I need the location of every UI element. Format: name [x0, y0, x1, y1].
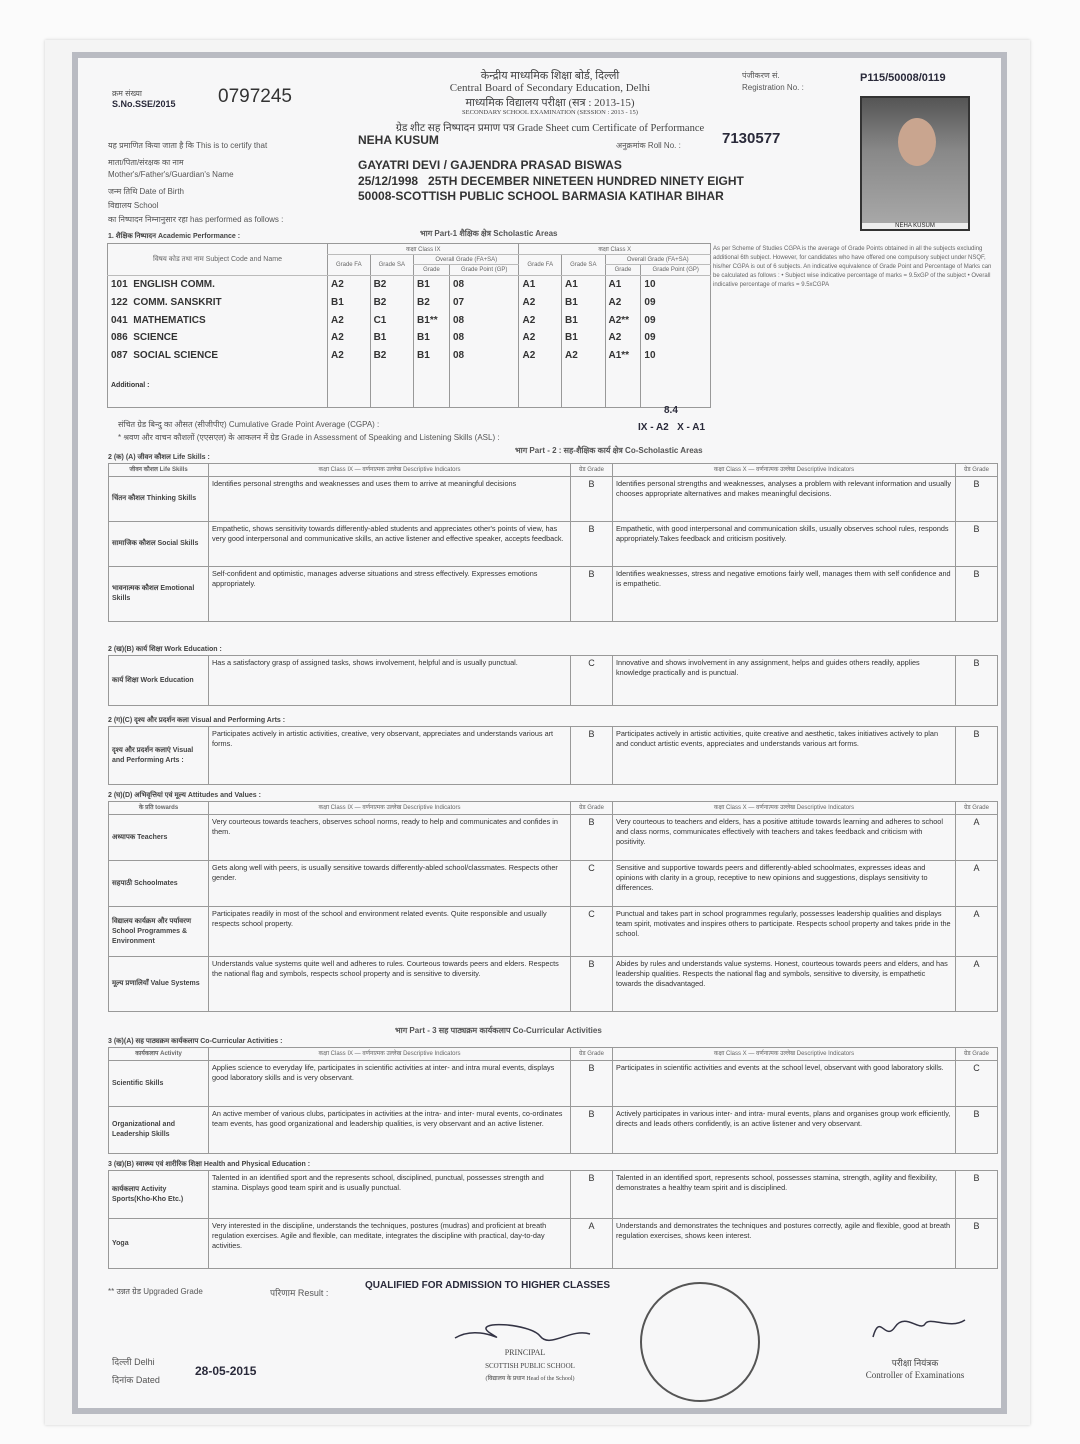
section-title: 3 (ख)(B) स्वास्थ्य एवं शारीरिक शिक्षा Health and Physical Education : [108, 1161, 311, 1168]
grade-header: ग्रेड Grade [956, 802, 998, 815]
cgpa-label: संचित ग्रेड बिन्दु का औसत (सीजीपीए) Cumulative Grade Point Average (CGPA) : [118, 420, 380, 429]
class10-grade: B [956, 567, 998, 622]
table-header-row [109, 464, 998, 477]
row-label: Organizational and Leadership Skills [109, 1107, 209, 1154]
table-row [109, 1219, 998, 1269]
grade-cell: A2 [328, 311, 371, 329]
certify-label: यह प्रमाणित किया जाता है कि This is to certify that [108, 141, 268, 150]
place-label: दिल्ली Delhi [112, 1357, 155, 1367]
section-title: 2 (क) (A) जीवन कौशल Life Skills : [108, 454, 210, 461]
table-row [109, 815, 998, 861]
co-scholastic-table [108, 726, 998, 785]
row-label: सहपाठी Schoolmates [109, 861, 209, 907]
sa-header: Grade SA [562, 254, 605, 275]
row-label: मूल्य प्रणालियाँ Value Systems [109, 957, 209, 1012]
co-scholastic-table [108, 463, 998, 622]
class9-grade: B [571, 1171, 613, 1219]
grade-cell: B1 [414, 276, 450, 294]
class10-descriptor: Actively participates in various inter- and intra- mural events, plans and organises group work efficiently, directs and leads others confidently, is an active listener and very observant. [613, 1107, 956, 1154]
class10-descriptor: Innovative and shows involvement in any assignment, helps and guides others readily, applies knowledge practically and is punctual. [613, 656, 956, 706]
class9-descriptor: Very interested in the discipline, understands the techniques, postures (mudras) and proficient at breath regulation exercises. Agile and flexible, can meditate, integrates the discipline with practical, day-to-day activities. [209, 1219, 571, 1269]
part3-heading: भाग Part - 3 सह पाठ्यक्रम कार्यकलाप Co-Curricular Activities [395, 1026, 602, 1035]
class9-descriptor: Self-confident and optimistic, manages adverse situations and stress effectively. Expresses emotions appropriately. [209, 567, 571, 622]
cgpa-value: 8.4 [664, 405, 678, 416]
grade-cell: B1 [562, 293, 605, 311]
certificate-title: ग्रेड शीट सह निष्पादन प्रमाण पत्र Grade Sheet cum Certificate of Performance [395, 123, 705, 134]
class10-descriptor: Identifies weaknesses, stress and negative emotions fairly well, manages them with self confidence and is empathetic. [613, 567, 956, 622]
grade-cell: B2 [370, 347, 413, 365]
grade-cell: B2 [414, 293, 450, 311]
upgraded-grade-note: ** उन्नत ग्रेड Upgraded Grade [108, 1287, 203, 1296]
table-row [109, 567, 998, 622]
performed-label: का निष्पादन निम्नानुसार रहा has performed as follows : [108, 215, 284, 224]
table-row [109, 1171, 998, 1219]
class9-descriptor-header: कक्षा Class IX — वर्णनात्मक उल्लेख Descriptive Indicators [209, 464, 571, 477]
grade-cell: 07 [449, 293, 519, 311]
dob-label: जन्म तिथि Date of Birth [108, 187, 184, 196]
overall-grade-header: Overall Grade (FA+SA) [605, 254, 711, 265]
class9-grade: B [571, 727, 613, 785]
class9-descriptor: An active member of various clubs, participates in activities at the intra- and inter- mural events, co-ordinates team events, has good organizational and leadership qualities, is very observant and an active listener. [209, 1107, 571, 1154]
part1-heading: भाग Part-1 शैक्षिक क्षेत्र Scholastic Areas [420, 229, 558, 238]
class9-descriptor: Identifies personal strengths and weaknesses and uses them to arrive at meaningful decisions [209, 477, 571, 522]
class10-descriptor: Participates in scientific activities and events at the school level, observant with good laboratory skills. [613, 1061, 956, 1107]
grade-cell: B1** [414, 311, 450, 329]
section-title: 2 (ग)(C) दृश्य और प्रदर्शन कला Visual and Performing Arts : [108, 717, 286, 724]
class10-descriptor: Very courteous to teachers and elders, has a positive attitude towards learning and adheres to school and class norms, communicates effectively with teachers and takes feedback and criticism with positivity. [613, 815, 956, 861]
grade-cell: A2 [605, 329, 641, 347]
asl-value: IX - A2 X - A1 [638, 422, 706, 433]
grade-cell: A1** [605, 347, 641, 365]
grade-header: Grade [605, 265, 641, 276]
co-scholastic-table [108, 801, 998, 1012]
class10-descriptor: Empathetic, with good interpersonal and communication skills, usually observes school rules, responds appropriately.Takes feedback and criticism positively. [613, 522, 956, 567]
class10-grade: B [956, 727, 998, 785]
subject-name: 101 ENGLISH COMM. [108, 276, 328, 294]
grade-cell: 09 [641, 293, 711, 311]
class10-grade: A [956, 907, 998, 957]
subject-row [108, 329, 711, 347]
grade-cell: A2 [519, 329, 562, 347]
date-of-birth: 25/12/1998 25TH DECEMBER NINETEEN HUNDRED NINETY EIGHT [358, 174, 744, 188]
principal-school: SCOTTISH PUBLIC SCHOOL [485, 1362, 575, 1370]
cgpa-note: As per Scheme of Studies CGPA is the average of Grade Points obtained in all the subjects excluding additional 6th subject. However, for candidates who have offered one compulsory subject under NSQF, his/her CGPA is out of 6 subjects. An indicative equivalence of Grade Point and Percentage of Marks can be calculated as follows : • Subject wise indicative percentage of marks = 9.5xGP of the subject • Overall indicative percentage of marks = 9.5xCGPA [713, 246, 992, 288]
class10-descriptor: Understands and demonstrates the techniques and postures correctly, agile and flexible, good at breath regulation exercises, shows keen interest. [613, 1219, 956, 1269]
grade-cell: 09 [641, 329, 711, 347]
grade-cell: 10 [641, 347, 711, 365]
fa-header: Grade FA [519, 254, 562, 275]
student-photo [860, 96, 970, 231]
grade-cell: B1 [370, 329, 413, 347]
class10-descriptor: Participates actively in artistic activities, quite creative and aesthetic, takes initiatives actively to plan and conduct artistic events, appreciates and understands various art forms. [613, 727, 956, 785]
class9-grade: B [571, 522, 613, 567]
class10-grade: B [956, 656, 998, 706]
class10-grade: A [956, 957, 998, 1012]
class10-grade: B [956, 522, 998, 567]
grade-cell: C1 [370, 311, 413, 329]
header-label: कार्यकलाप Activity [109, 1048, 209, 1061]
class9-descriptor-header: कक्षा Class IX — वर्णनात्मक उल्लेख Descriptive Indicators [209, 802, 571, 815]
class10-header: कक्षा Class X [519, 244, 711, 255]
table-header-row [109, 1048, 998, 1061]
grade-header: ग्रेड Grade [571, 802, 613, 815]
row-label: Yoga [109, 1219, 209, 1269]
grade-cell: B1 [562, 329, 605, 347]
subject-name: 041 MATHEMATICS [108, 311, 328, 329]
row-label: अध्यापक Teachers [109, 815, 209, 861]
class9-descriptor: Has a satisfactory grasp of assigned tasks, shows involvement, helpful and is usually punctual. [209, 656, 571, 706]
class10-descriptor-header: कक्षा Class X — वर्णनात्मक उल्लेख Descriptive Indicators [613, 1048, 956, 1061]
table-row [109, 727, 998, 785]
class10-grade: B [956, 1107, 998, 1154]
co-scholastic-table [108, 655, 998, 706]
school-seal [640, 1282, 760, 1402]
table-row [109, 861, 998, 907]
principal-title: PRINCIPAL [504, 1348, 546, 1357]
section-title: 2 (ख)(B) कार्य शिक्षा Work Education : [108, 646, 222, 653]
registration-label: Registration No. : [742, 83, 804, 92]
controller-title-hi: परीक्षा नियंत्रक [891, 1358, 939, 1368]
grade-cell: A1 [562, 276, 605, 294]
class9-descriptor-header: कक्षा Class IX — वर्णनात्मक उल्लेख Descriptive Indicators [209, 1048, 571, 1061]
class10-grade: C [956, 1061, 998, 1107]
principal-subtitle: (विद्यालय के प्रधान Head of the School) [485, 1376, 575, 1382]
subject-header: विषय कोड तथा नाम Subject Code and Name [108, 244, 328, 276]
grade-cell: A1 [519, 276, 562, 294]
school-name: 50008-SCOTTISH PUBLIC SCHOOL BARMASIA KATIHAR BIHAR [358, 189, 724, 203]
class10-descriptor: Punctual and takes part in school programmes regularly, possesses leadership qualities and displays team spirit, motivates and inspires others to participate. Respects school property and takes pride in the school. [613, 907, 956, 957]
grade-cell: A2** [605, 311, 641, 329]
row-label: सामाजिक कौशल Social Skills [109, 522, 209, 567]
class10-descriptor-header: कक्षा Class X — वर्णनात्मक उल्लेख Descriptive Indicators [613, 802, 956, 815]
grade-cell: A2 [328, 276, 371, 294]
academic-title: 1. शैक्षिक निष्पादन Academic Performance : [108, 233, 241, 240]
exam-name: SECONDARY SCHOOL EXAMINATION (SESSION : 2013 - 15) [462, 109, 638, 116]
fa-header: Grade FA [328, 254, 371, 275]
serial-number: 0797245 [218, 86, 292, 107]
header-label: जीवन कौशल Life Skills [109, 464, 209, 477]
class10-grade: B [956, 1171, 998, 1219]
photo-caption: NEHA KUSUM [862, 223, 968, 229]
class10-grade: A [956, 861, 998, 907]
grade-header: ग्रेड Grade [956, 464, 998, 477]
grade-cell: A2 [519, 347, 562, 365]
controller-title: Controller of Examinations [865, 1370, 965, 1380]
academic-table [107, 243, 711, 408]
grade-header: ग्रेड Grade [956, 1048, 998, 1061]
class9-descriptor: Participates readily in most of the school and environment related events. Quite responsible and usually respects school property. [209, 907, 571, 957]
co-scholastic-table [108, 1047, 998, 1154]
student-name: NEHA KUSUM [358, 133, 439, 147]
grade-cell: A2 [562, 347, 605, 365]
grade-cell: A1 [605, 276, 641, 294]
principal-signature [450, 1318, 600, 1348]
class9-descriptor: Understands value systems quite well and adheres to rules. Courteous towards peers and elders. Respects the national flag and symbols, respects school property and is sensitive to diversity. [209, 957, 571, 1012]
class9-header: कक्षा Class IX [328, 244, 519, 255]
asl-label: * श्रवण और वाचन कौशलों (एएसएल) के आकलन में ग्रेड Grade in Assessment of Speaking and Listening Skills (ASL) : [118, 433, 500, 442]
grade-cell: A2 [328, 329, 371, 347]
class9-grade: B [571, 1061, 613, 1107]
grade-cell: B1 [414, 347, 450, 365]
row-label: दृश्य और प्रदर्शन कलाएं Visual and Performing Arts : [109, 727, 209, 785]
class10-grade: A [956, 815, 998, 861]
subject-row [108, 347, 711, 365]
grade-cell: B2 [370, 293, 413, 311]
grade-header: Grade [414, 265, 450, 276]
part2-heading: भाग Part - 2 : सह-शैक्षिक कार्य क्षेत्र Co-Scholastic Areas [515, 446, 703, 455]
class10-grade: B [956, 477, 998, 522]
grade-header: ग्रेड Grade [571, 464, 613, 477]
registration-label-hi: पंजीकरण सं. [742, 71, 780, 80]
roll-label: अनुक्रमांक Roll No. : [616, 141, 681, 150]
class10-grade: B [956, 1219, 998, 1269]
class9-grade: B [571, 567, 613, 622]
class9-grade: B [571, 477, 613, 522]
subject-row [108, 293, 711, 311]
row-label: Scientific Skills [109, 1061, 209, 1107]
row-label: कार्यकलाप Activity Sports(Kho-Kho Etc.) [109, 1171, 209, 1219]
grade-cell: A2 [605, 293, 641, 311]
class9-descriptor: Empathetic, shows sensitivity towards differently-abled students and appreciates other's points of view, has very good interpersonal and communicative skills, an active listener and effective speaker, accepts feedback. [209, 522, 571, 567]
grade-cell: 08 [449, 347, 519, 365]
grade-cell: 10 [641, 276, 711, 294]
gp-header: Grade Point (GP) [449, 265, 519, 276]
section-title: 2 (घ)(D) अभिवृत्तियां एवं मूल्य Attitudes and Values : [108, 792, 261, 799]
roll-number: 7130577 [722, 130, 781, 147]
table-row [109, 477, 998, 522]
table-row [109, 907, 998, 957]
class9-grade: C [571, 907, 613, 957]
table-header-row [109, 802, 998, 815]
grade-cell: B1 [562, 311, 605, 329]
issue-date: 28-05-2015 [195, 1364, 257, 1378]
header-label: के प्रति towards [109, 802, 209, 815]
table-row [109, 656, 998, 706]
parent-label: Mother's/Father's/Guardian's Name [108, 170, 234, 179]
result-value: QUALIFIED FOR ADMISSION TO HIGHER CLASSES [365, 1280, 611, 1291]
subject-name: 087 SOCIAL SCIENCE [108, 347, 328, 365]
table-row [109, 957, 998, 1012]
board-name: Central Board of Secondary Education, Delhi [449, 82, 651, 94]
co-scholastic-table [108, 1170, 998, 1269]
table-row [109, 522, 998, 567]
class10-descriptor-header: कक्षा Class X — वर्णनात्मक उल्लेख Descriptive Indicators [613, 464, 956, 477]
controller-signature [865, 1312, 975, 1342]
class9-descriptor: Gets along well with peers, is usually sensitive towards differently-abled school/classmates. Respects other gender. [209, 861, 571, 907]
class9-descriptor: Participates actively in artistic activities, creative, very observant, appreciates and understands various art forms. [209, 727, 571, 785]
subject-row [108, 276, 711, 294]
section-title: 3 (क)(A) सह पाठ्यक्रम कार्यकलाप Co-Curricular Activities : [108, 1038, 283, 1045]
grade-header: ग्रेड Grade [571, 1048, 613, 1061]
class9-grade: C [571, 861, 613, 907]
gp-header: Grade Point (GP) [641, 265, 711, 276]
subject-name: 086 SCIENCE [108, 329, 328, 347]
class10-descriptor: Abides by rules and understands value systems. Honest, courteous towards peers and elders, and has leadership qualities. Respects the national flag and symbols, sensitive to diversity, is empathetic towards the disadvantaged. [613, 957, 956, 1012]
class9-descriptor: Applies science to everyday life, participates in scientific activities at inter- and intra mural events, displays good laboratory skills and is very observant. [209, 1061, 571, 1107]
board-name-hi: केन्द्रीय माध्यमिक शिक्षा बोर्ड, दिल्ली [480, 70, 620, 82]
grade-cell: B1 [328, 293, 371, 311]
class9-grade: B [571, 1107, 613, 1154]
row-label: चिंतन कौशल Thinking Skills [109, 477, 209, 522]
parent-names: GAYATRI DEVI / GAJENDRA PRASAD BISWAS [358, 158, 622, 172]
class10-descriptor: Talented in an identified sport, represents school, possesses stamina, strength, agility and flexibility, demonstrates a healthy team spirit and is disciplined. [613, 1171, 956, 1219]
class10-descriptor: Sensitive and supportive towards peers and differently-abled schoolmates, expresses ideas and opinions with clarity in a group, receptive to new opinions and suggestions, displays sensitivity to differences. [613, 861, 956, 907]
sa-header: Grade SA [370, 254, 413, 275]
row-label: भावनात्मक कौशल Emotional Skills [109, 567, 209, 622]
grade-cell: B2 [370, 276, 413, 294]
grade-cell: 08 [449, 329, 519, 347]
table-row [109, 1061, 998, 1107]
class9-descriptor: Very courteous towards teachers, observes school norms, ready to help and communicates and confides in them. [209, 815, 571, 861]
serial-label-hi: क्रम संख्या [112, 89, 142, 98]
grade-cell: A2 [519, 293, 562, 311]
grade-cell: B1 [414, 329, 450, 347]
overall-grade-header: Overall Grade (FA+SA) [414, 254, 519, 265]
registration-number: P115/50008/0119 [860, 72, 946, 84]
row-label: कार्य शिक्षा Work Education [109, 656, 209, 706]
class10-descriptor: Identifies personal strengths and weaknesses, analyses a problem with relevant information and usually chooses appropriate alternatives and makes meaningful decisions. [613, 477, 956, 522]
class9-descriptor: Talented in an identified sport and the represents school, disciplined, punctual, possesses strength and stamina. Displays good team spirit and is usually punctual. [209, 1171, 571, 1219]
grade-cell: 08 [449, 311, 519, 329]
grade-cell: A2 [328, 347, 371, 365]
exam-name-hi: माध्यमिक विद्यालय परीक्षा (सत्र : 2013-15) [465, 97, 635, 109]
subject-row [108, 311, 711, 329]
serial-label: S.No.SSE/2015 [112, 99, 176, 109]
school-label: विद्यालय School [108, 201, 159, 210]
result-label: परिणाम Result : [270, 1288, 329, 1298]
class9-grade: B [571, 815, 613, 861]
parent-label-hi: माता/पिता/संरक्षक का नाम [108, 158, 184, 167]
grade-cell: A2 [519, 311, 562, 329]
grade-cell: 08 [449, 276, 519, 294]
grade-cell: 09 [641, 311, 711, 329]
subject-name: 122 COMM. SANSKRIT [108, 293, 328, 311]
class9-grade: B [571, 957, 613, 1012]
row-label: विद्यालय कार्यक्रम और पर्यावरण School Programmes & Environment [109, 907, 209, 957]
class9-grade: C [571, 656, 613, 706]
table-row [109, 1107, 998, 1154]
additional-label: Additional : [108, 365, 328, 408]
dated-label: दिनांक Dated [112, 1375, 160, 1385]
class9-grade: A [571, 1219, 613, 1269]
